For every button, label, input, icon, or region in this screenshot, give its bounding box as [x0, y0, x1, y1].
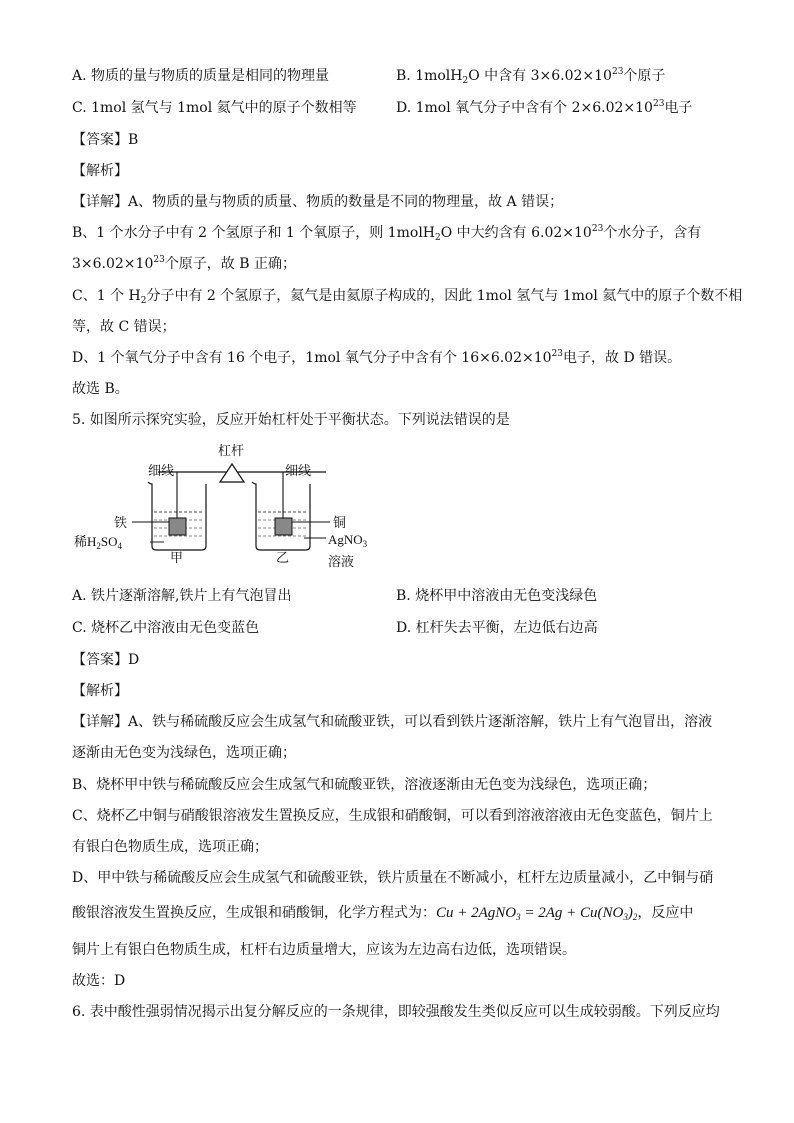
q5-option-b: B. 烧杯甲中溶液由无色变浅绿色 — [396, 588, 598, 604]
acid-label: 稀$H_2SO_4$ — [74, 534, 123, 551]
q5-detail-line-2: 逐渐由无色变为浅绿色，选项正确； — [72, 745, 296, 761]
copper-plate — [275, 518, 292, 535]
q4-answer: 【答案】B — [72, 132, 139, 148]
chemical-equation: Cu + 2AgNO$_3$ = $2Ag + Cu(NO_3)_2$ — [436, 905, 638, 922]
q5-conclusion: 故选：D — [72, 973, 126, 989]
lever-label: 杠杆 — [218, 443, 245, 458]
q4-option-d: D. 1mol 氧气分子中含有个 $2\times 6.02\times 10^{23}$电子 — [396, 99, 693, 116]
q4-option-c: C. 1mol 氢气与 1mol 氦气中的原子个数相等 — [72, 100, 357, 116]
fulcrum-triangle — [220, 464, 244, 482]
q4-detail-line-5: 等，故 C 错误； — [72, 319, 176, 335]
thread-left-label: 细线 — [148, 463, 175, 478]
beaker-a-label: 甲 — [170, 550, 184, 565]
q5-option-d: D. 杠杆失去平衡，左边低右边高 — [396, 620, 598, 636]
iron-plate — [169, 518, 186, 535]
q5-detail-line-4: C、烧杯乙中铜与硝酸银溶液发生置换反应，生成银和硝酸铜，可以看到溶液溶液由无色变蓝色，铜片上 — [72, 808, 713, 824]
q5-detail-line-7: 酸银溶液发生置换反应，生成银和硝酸铜，化学方程式为：Cu + 2AgNO$_3$ = $2Ag + Cu(NO_3)_2$，反应中 — [72, 905, 694, 922]
beaker-b-label: 乙 — [276, 550, 290, 565]
q5-detail-line-6: D、甲中铁与稀硫酸反应会生成氢气和硫酸亚铁，铁片质量在不断减小，杠杆左边质量减小，乙中铜与硝 — [72, 870, 714, 886]
thread-right-label: 细线 — [285, 463, 312, 478]
q4-analysis-heading: 【解析】 — [72, 163, 128, 179]
q5-stem: 5. 如图所示探究实验，反应开始杠杆处于平衡状态。下列说法错误的是 — [72, 412, 510, 428]
q5-option-a: A. 铁片逐渐溶解,铁片上有气泡冒出 — [72, 588, 292, 604]
q5-option-c: C. 烧杯乙中溶液由无色变蓝色 — [72, 620, 260, 636]
q4-conclusion: 故选 B。 — [72, 381, 129, 397]
q5-analysis-heading: 【解析】 — [72, 683, 128, 699]
q4-detail-line-1: 【详解】A、物质的量与物质的质量、物质的数量是不同的物理量，故 A 错误； — [72, 194, 564, 210]
q5-detail-line-8: 铜片上有银白色物质生成，杠杆右边质量增大，应该为左边高右边低，选项错误。 — [72, 942, 576, 958]
beaker-right — [252, 482, 310, 550]
q5-answer: 【答案】D — [72, 652, 140, 668]
q6-stem: 6. 表中酸性强弱情况揭示出复分解反应的一条规律，即较强酸发生类似反应可以生成较弱酸。下列反应均 — [72, 1004, 720, 1020]
q4-detail-line-4: C、1 个 $H_2$分子中有 2 个氢原子，氦气是由氦原子构成的，因此 1mol 氢气与 1mol 氦气中的原子个数不相 — [72, 288, 743, 306]
copper-label: 铜 — [333, 515, 347, 530]
q5-detail-line-3: B、烧杯甲中铁与稀硫酸反应会生成氢气和硫酸亚铁，溶液逐渐由无色变为浅绿色，选项正确； — [72, 777, 657, 793]
solution-label: 溶液 — [328, 554, 355, 569]
q4-option-a: A. 物质的量与物质的质量是相同的物理量 — [72, 68, 330, 84]
lever-experiment-figure — [72, 438, 392, 578]
q4-detail-line-2: B、1 个水分子中有 2 个氢原子和 1 个氧原子，则 1molH$_2$O 中大约含有 $6.02\times 10^{23}$个水分子，含有 — [72, 224, 702, 243]
salt-label: AgNO$_3$ — [328, 532, 368, 549]
q5-detail-line-1: 【详解】A、铁与稀硫酸反应会生成氢气和硫酸亚铁，可以看到铁片逐渐溶解，铁片上有气泡冒出，溶液 — [72, 714, 713, 730]
q4-detail-line-6: D、1 个氧气分子中含有 16 个电子，1mol 氧气分子中含有个 $16\times 6.02\times 10^{23}$电子，故 D 错误。 — [72, 349, 682, 366]
iron-label: 铁 — [114, 515, 128, 530]
q5-detail-line-5: 有银白色物质生成，选项正确； — [72, 839, 268, 855]
q4-detail-line-3: $3\times 6.02\times 10^{23}$个原子，故 B 正确； — [72, 255, 297, 272]
q4-option-b: B. 1molH$_2$O 中含有 $3\times 6.02\times 10^{23}$个原子 — [396, 67, 666, 86]
